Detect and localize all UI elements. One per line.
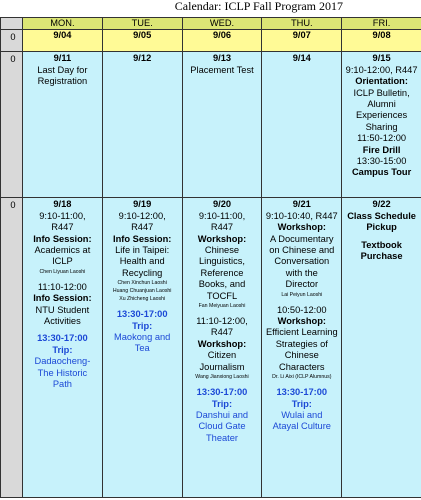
trip-text: Cloud Gate xyxy=(198,421,246,432)
week-number: 0 xyxy=(1,198,23,498)
event-heading: Class Schedule xyxy=(347,210,416,221)
event-text: Experiences xyxy=(356,110,408,121)
cell-date: 9/11 xyxy=(53,53,72,64)
event-text: A Documentary xyxy=(270,233,334,244)
day-cell-9-19 xyxy=(102,198,182,498)
trip-text: Theater xyxy=(205,432,239,443)
event-heading: Campus Tour xyxy=(351,167,412,178)
event-text: 11:50-12:00 xyxy=(357,133,407,144)
day-header-mon: MON. xyxy=(23,18,103,30)
event-text: R447 xyxy=(210,222,234,233)
event-text: 10:50-12:00 xyxy=(276,304,327,315)
event-text: Health and xyxy=(119,256,165,267)
event-text: NTU Student xyxy=(35,304,90,315)
trip-label: Trip: xyxy=(52,344,73,355)
event-text: 9:10-10:40, R447 xyxy=(265,210,338,221)
presenter-name: Wang Jianxiong Laoshi xyxy=(195,374,249,381)
presenter-name: Huang Chuanjuan Laoshi xyxy=(112,288,172,295)
day-cell-9-22 xyxy=(342,198,421,498)
day-header-wed: WED. xyxy=(182,18,262,30)
trip-text: Path xyxy=(52,379,72,390)
event-text: Registration xyxy=(37,76,88,87)
event-heading: Purchase xyxy=(360,251,403,262)
presenter-name: Xu Zhicheng Laoshi xyxy=(119,296,166,303)
event-heading: Info Session: xyxy=(33,233,92,244)
event-text: Linguistics, xyxy=(198,256,245,267)
event-heading: Workshop: xyxy=(197,233,247,244)
event-text: Chinese xyxy=(204,245,240,256)
day-header-tue: TUE. xyxy=(102,18,182,30)
event-text: R447 xyxy=(51,222,74,233)
trip-text: The Historic xyxy=(37,367,88,378)
trip-text: Danshui and xyxy=(195,409,249,420)
day-cell-9-18 xyxy=(23,198,103,498)
trip-text: Atayal Culture xyxy=(272,421,331,432)
trip-time: 13:30-17:00 xyxy=(116,309,168,320)
event-text: Sharing xyxy=(365,121,398,132)
day-cell-9-21 xyxy=(262,198,342,498)
event-heading: Pickup xyxy=(366,222,397,233)
event-text: Conversation xyxy=(274,256,330,267)
event-text: 13:30-15:00 xyxy=(356,156,407,167)
day-cell-9-12 xyxy=(102,52,182,198)
event-heading: Workshop: xyxy=(277,222,326,233)
event-text: Strategies of xyxy=(275,338,328,349)
event-text: Recycling xyxy=(122,267,163,278)
event-text: TOCFL xyxy=(206,290,238,301)
day-cell-9-14 xyxy=(262,52,342,198)
presenter-name: Fan Meiyuan Laoshi xyxy=(198,303,246,310)
event-heading: Workshop: xyxy=(277,316,326,327)
day-cell-9-11 xyxy=(23,52,103,198)
trip-label: Trip: xyxy=(291,398,312,409)
event-text: ICLP xyxy=(52,256,73,267)
day-cell-9-15 xyxy=(342,52,421,198)
event-text: 9:10-12:00, xyxy=(118,210,166,221)
trip-text: Maokong and xyxy=(114,332,171,343)
event-text: Life in Taipei: xyxy=(115,245,170,256)
event-text: Last Day for xyxy=(37,64,88,75)
event-text: R447 xyxy=(210,327,234,338)
trip-label: Trip: xyxy=(211,398,233,409)
week-row-3 xyxy=(1,198,421,498)
event-heading: Orientation: xyxy=(355,76,408,87)
event-heading: Info Session: xyxy=(33,293,92,304)
date-cell-thu: 9/07 xyxy=(262,30,342,52)
trip-text: Dadaocheng- xyxy=(34,356,91,367)
cell-date: 9/22 xyxy=(372,199,391,210)
event-text: Chinese xyxy=(284,350,319,361)
day-header-fri: FRI. xyxy=(342,18,421,30)
week-number: 0 xyxy=(1,52,23,198)
presenter-name: Lai Peiyun Laoshi xyxy=(281,291,323,298)
date-cell-tue: 9/05 xyxy=(102,30,182,52)
trip-label: Trip: xyxy=(132,320,153,331)
day-cell-9-13 xyxy=(182,52,262,198)
event-text: 9:10-12:00, R447 xyxy=(345,64,418,75)
day-cell-9-20 xyxy=(182,198,262,498)
event-text: Reference xyxy=(200,267,244,278)
event-text: on Chinese and xyxy=(269,245,335,256)
event-text: Academics at xyxy=(34,245,91,256)
event-text: R447 xyxy=(131,222,154,233)
event-heading: Textbook xyxy=(361,239,402,250)
date-cell-fri: 9/08 xyxy=(342,30,421,52)
event-heading: Workshop: xyxy=(197,338,247,349)
event-text: Placement Test xyxy=(190,64,254,75)
cell-date: 9/13 xyxy=(212,53,232,64)
event-text: Efficient Learning xyxy=(265,327,338,338)
day-header-row xyxy=(1,18,421,30)
event-text: 11:10-12:00 xyxy=(37,281,87,292)
date-cell-mon: 9/04 xyxy=(23,30,103,52)
event-text: Books, and xyxy=(198,279,246,290)
event-text: 11:10-12:00, xyxy=(196,316,248,327)
presenter-name: Chen Xinchun Laoshi xyxy=(117,280,167,287)
trip-time: 13:30-17:00 xyxy=(37,333,88,344)
cell-date: 9/21 xyxy=(292,199,311,210)
cell-date: 9/18 xyxy=(53,199,72,210)
week-header-corner xyxy=(1,18,23,30)
page-title: Calendar: ICLP Fall Program 2017 xyxy=(174,0,343,13)
cell-date: 9/14 xyxy=(292,53,311,64)
event-text: Characters xyxy=(279,361,325,372)
trip-text: Tea xyxy=(134,343,150,354)
cell-date: 9/12 xyxy=(133,53,152,64)
date-cell-wed: 9/06 xyxy=(182,30,262,52)
cell-date: 9/15 xyxy=(372,53,391,64)
event-text: 9:10-11:00, xyxy=(39,210,86,221)
event-text: Activities xyxy=(44,316,81,327)
event-text: 9:10-11:00, xyxy=(198,210,246,221)
event-text: Director xyxy=(285,279,319,290)
event-text: Journalism xyxy=(199,361,245,372)
event-text: ICLP Bulletin, xyxy=(353,87,410,98)
event-text: Alumni xyxy=(367,99,396,110)
day-header-thu: THU. xyxy=(262,18,342,30)
event-text: Citizen xyxy=(207,350,237,361)
week-number: 0 xyxy=(1,30,23,52)
calendar-table xyxy=(0,17,421,498)
cell-date: 9/19 xyxy=(133,199,152,210)
event-heading: Fire Drill xyxy=(362,144,401,155)
event-heading: Info Session: xyxy=(113,233,172,244)
presenter-name: Dr. Li Aixi (ICLP Alumnus) xyxy=(272,374,332,381)
trip-time: 13:30-17:00 xyxy=(196,387,248,398)
event-text: with the xyxy=(285,267,318,278)
presenter-name: Chen Liyuan Laoshi xyxy=(39,268,86,275)
week-row-1 xyxy=(1,30,421,52)
trip-text: Wulai and xyxy=(281,409,323,420)
trip-time: 13:30-17:00 xyxy=(276,387,328,398)
cell-date: 9/20 xyxy=(212,199,232,210)
week-row-2 xyxy=(1,52,421,198)
